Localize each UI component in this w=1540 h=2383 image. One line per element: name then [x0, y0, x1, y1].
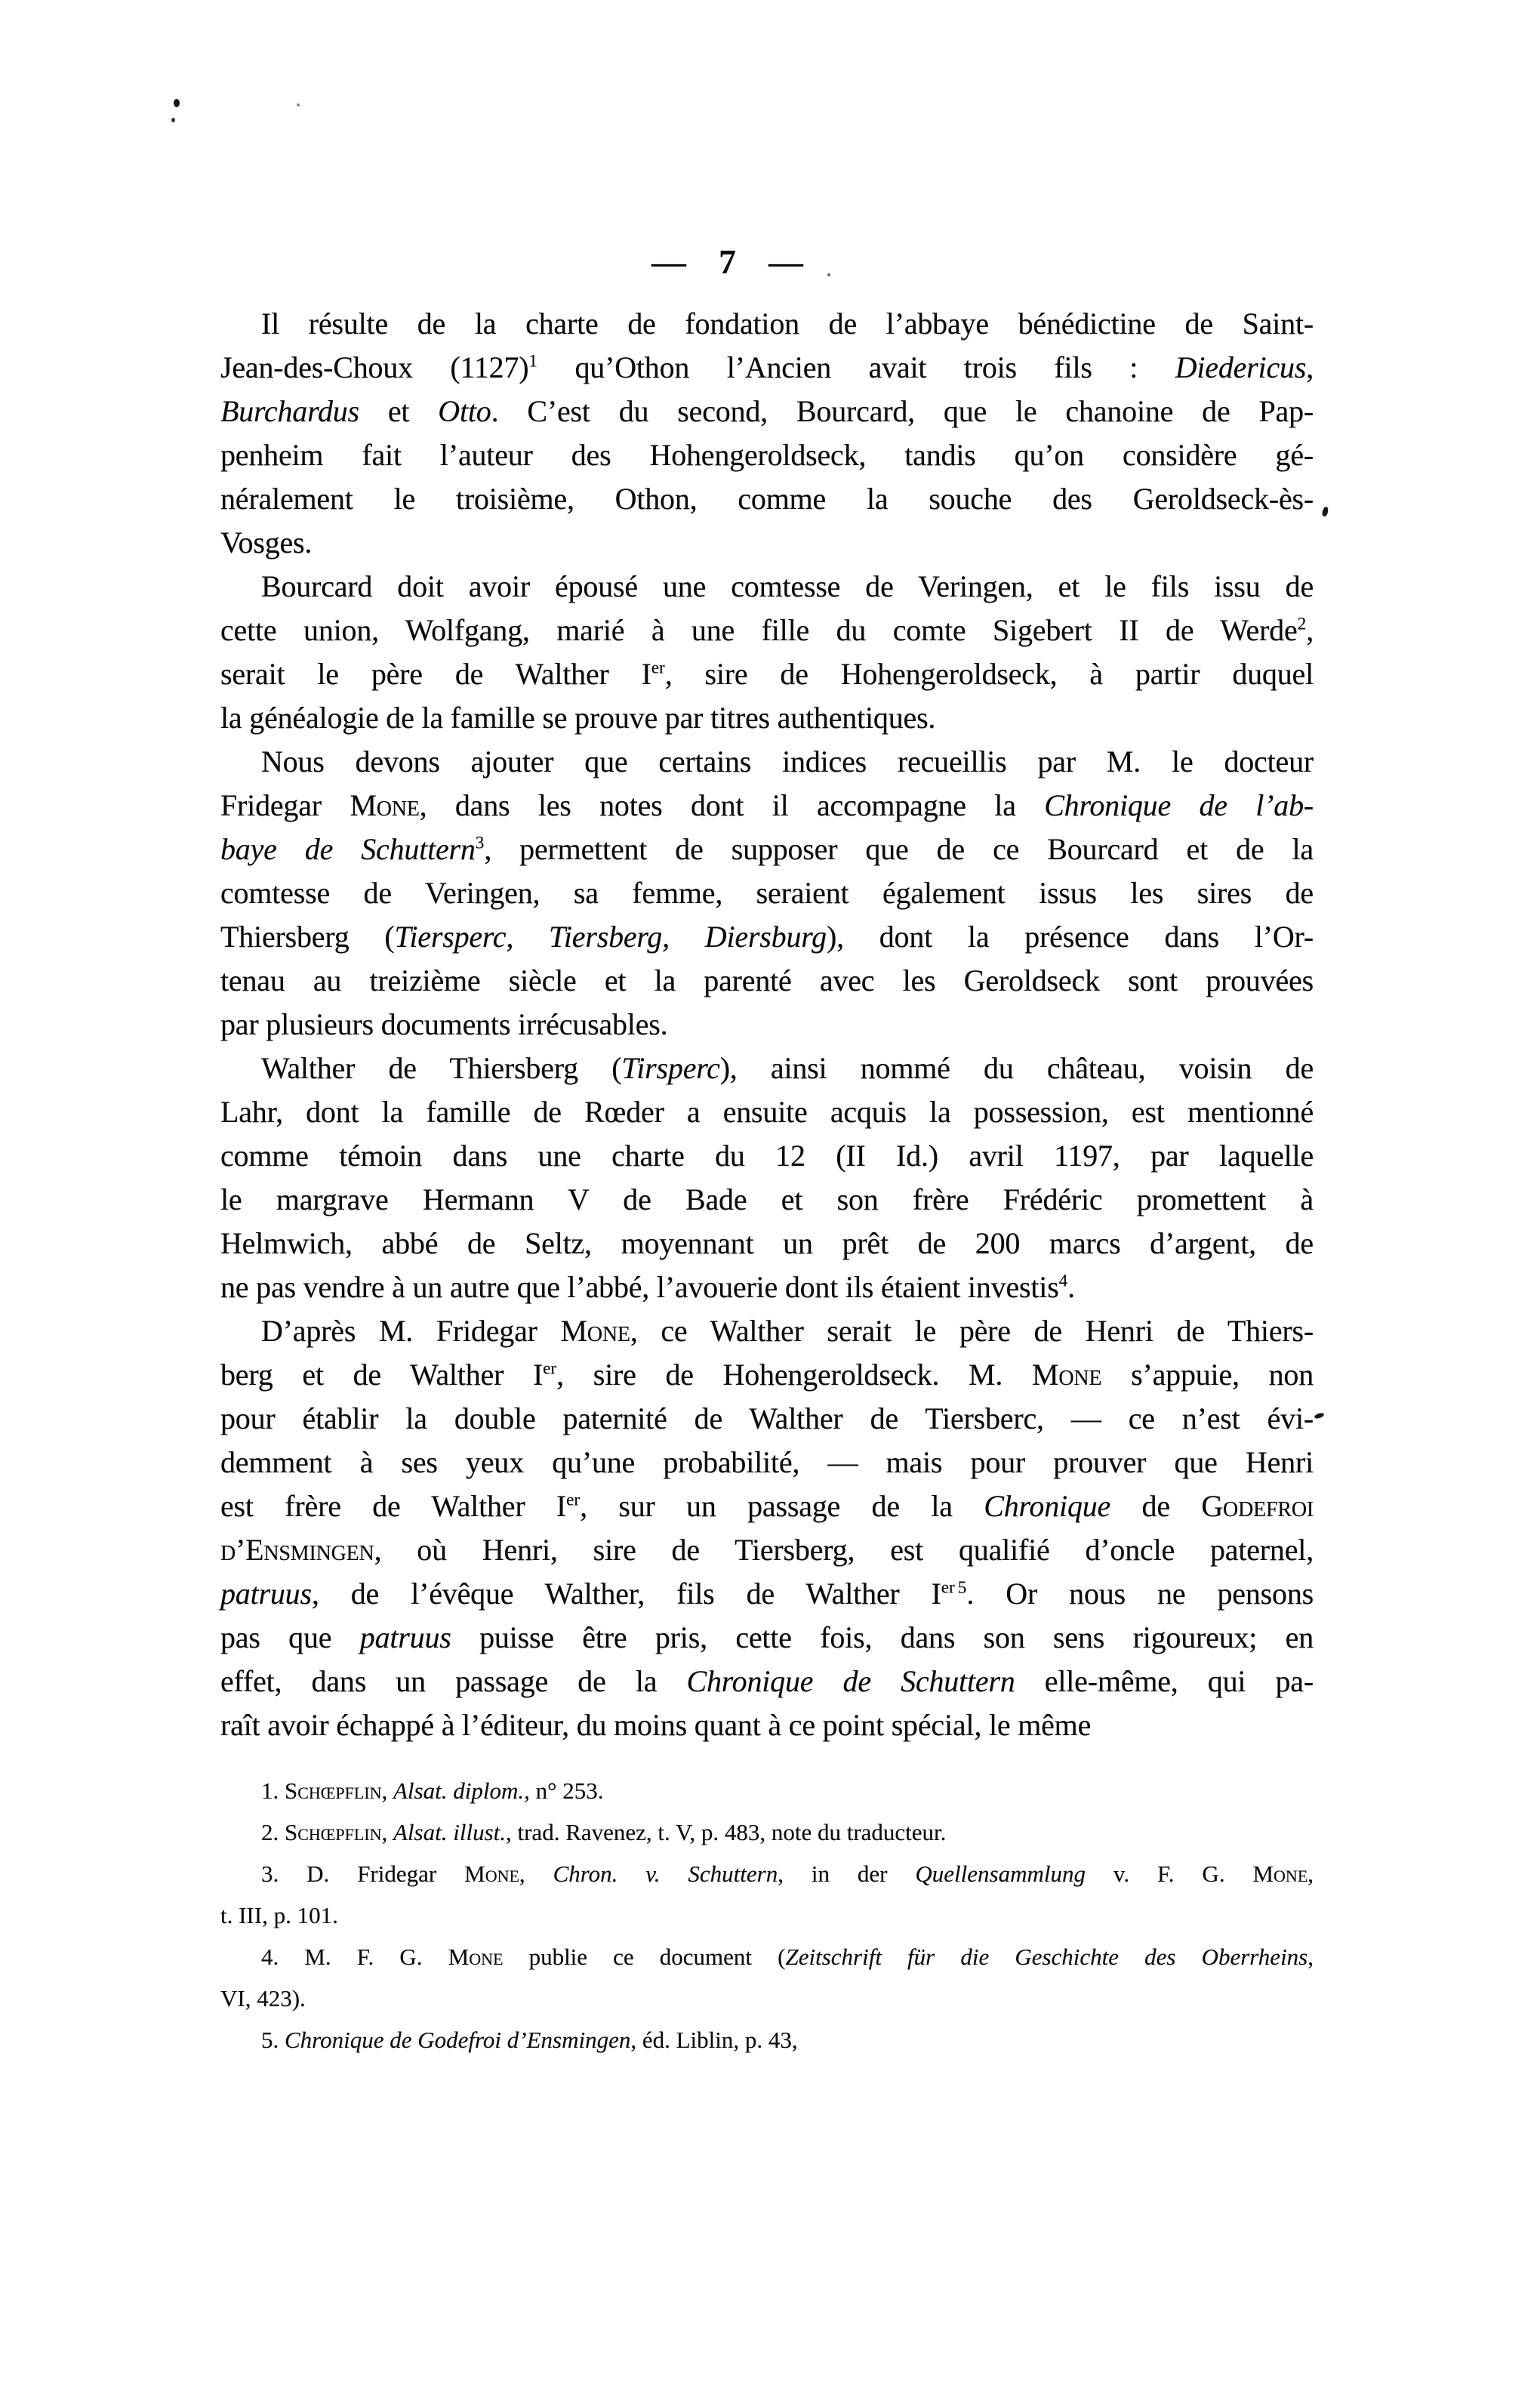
text-segment: D’après M. Fridegar [261, 1314, 561, 1348]
text-segment: publie ce document ( [503, 1944, 786, 1970]
text-segment: 3. D. Fridegar [261, 1860, 465, 1887]
text-segment: 2. [261, 1819, 285, 1845]
text-segment: er [651, 658, 665, 678]
text-segment: , trad. Ravenez, t. V, p. 483, note du traducteur. [506, 1819, 947, 1845]
text-line [220, 1894, 1314, 1936]
text-segment: , in der [778, 1860, 916, 1887]
text-segment: d’Ensmingen [220, 1533, 374, 1567]
text-segment: , sur un passage de la [580, 1489, 984, 1523]
text-segment: , [381, 1819, 393, 1845]
text-segment: t. III, p. 101. [220, 1902, 338, 1928]
text-segment: Mone [350, 788, 420, 822]
text-segment: er [566, 1490, 581, 1510]
text-segment: pour établir la double paternité de Walther de Tiersberc, — ce n’est évi- [220, 1401, 1314, 1435]
text-line [220, 1003, 1314, 1047]
text-segment: et [359, 394, 439, 428]
text-segment: Helmwich, abbé de Seltz, moyennant un prêt de 200 marcs d’argent, de [220, 1226, 1314, 1260]
text-segment: effet, dans un passage de la [220, 1664, 687, 1698]
text-segment: Schœpflin [285, 1777, 382, 1804]
text-segment: 4. M. F. G. [261, 1944, 448, 1970]
text-line [220, 959, 1314, 1003]
text-segment: VI, 423). [220, 1985, 306, 2012]
text-segment: 2 [1297, 614, 1307, 634]
text-segment: Chronique [984, 1489, 1111, 1523]
text-segment: Jean-des-Choux (1127) [220, 350, 529, 384]
text-segment: Chronique de Schuttern [686, 1664, 1015, 1698]
text-segment: 1 [528, 351, 537, 371]
text-line [220, 1441, 1314, 1484]
text-segment: Chron. v. Schuttern [553, 1860, 778, 1887]
text-segment: la généalogie de la famille se prouve par titres authentiques. [220, 701, 936, 735]
text-segment: raît avoir échappé à l’éditeur, du moins quant à ce point spécial, le même [220, 1708, 1092, 1742]
text-line [220, 1353, 1314, 1397]
text-segment: Tiersperc, Tiersberg, Diersburg [394, 920, 827, 954]
text-segment: Otto [438, 394, 491, 428]
text-line [220, 1178, 1314, 1222]
text-segment: Godefroi [1201, 1489, 1314, 1523]
text-segment: , sire de Hohengeroldseck, à partir duquel [664, 657, 1314, 691]
text-segment: Tirsperc [621, 1051, 720, 1085]
text-line [220, 1265, 1314, 1309]
text-line [220, 1936, 1314, 1978]
scan-speckle [171, 118, 175, 122]
scan-speckle [1314, 1412, 1324, 1420]
text-segment: 3 [475, 833, 485, 853]
text-segment: . Or nous ne pensons [966, 1577, 1314, 1611]
header-dash-right: — [768, 242, 804, 281]
text-segment: 5. [261, 2027, 285, 2053]
text-segment: Chronique de Godefroi d’Ensmingen [285, 2027, 631, 2053]
text-segment: Il résulte de la charte de fondation de l’abbaye bénédictine de Saint- [261, 307, 1314, 341]
text-line [220, 652, 1314, 696]
text-segment: Mone [1032, 1358, 1102, 1392]
text-segment: Lahr, dont la famille de Rœder a ensuite acquis la possession, est mentionné [220, 1095, 1314, 1129]
text-segment: , [1306, 613, 1314, 647]
text-segment: cette union, Wolfgang, marié à une fille du comte Sigebert II de Werde [220, 613, 1298, 647]
text-segment: elle-même, qui pa- [1015, 1664, 1314, 1698]
header-dash-left: — [651, 242, 687, 281]
text-line [220, 1572, 1314, 1616]
text-segment: er [543, 1358, 557, 1379]
text-segment: Quellensammlung [915, 1860, 1086, 1887]
text-segment: patruus [359, 1620, 451, 1654]
text-segment: 4 [1058, 1271, 1068, 1291]
text-segment: Diedericus [1175, 350, 1307, 384]
text-segment: berg et de Walther I [220, 1358, 544, 1392]
text-segment: baye de Schuttern [220, 832, 476, 866]
text-segment: Chronique de l’ab- [1044, 788, 1314, 822]
text-line [220, 1134, 1314, 1178]
text-line [220, 1811, 1314, 1853]
text-segment: par plusieurs documents irrécusables. [220, 1007, 668, 1041]
text-segment: comtesse de Veringen, sa femme, seraient également issus les sires de [220, 876, 1314, 910]
text-segment: , sire de Hohengeroldseck. M. [556, 1358, 1033, 1392]
text-line [220, 1090, 1314, 1134]
text-segment: , [1307, 1860, 1314, 1887]
text-segment: , ce Walther serait le père de Henri de Thiers- [630, 1314, 1314, 1348]
text-segment: Mone [1252, 1860, 1308, 1887]
text-line [220, 565, 1314, 609]
text-line [220, 390, 1314, 433]
text-segment: , où Henri, sire de Tiersberg, est qualifié d’oncle paternel, [374, 1533, 1314, 1567]
scan-speckle [1322, 506, 1329, 516]
text-line [220, 433, 1314, 477]
text-line [220, 1484, 1314, 1528]
text-line [220, 1309, 1314, 1353]
text-segment: Thiersberg ( [220, 920, 395, 954]
text-segment: patruus [220, 1577, 312, 1611]
text-segment: serait le père de Walther I [220, 657, 651, 691]
text-segment: Mone [448, 1944, 504, 1970]
scan-speckle [174, 99, 180, 107]
text-line [220, 1703, 1314, 1747]
text-segment: , [519, 1860, 553, 1887]
footnotes-section [220, 1770, 1314, 2061]
text-line [220, 784, 1314, 828]
text-segment: , éd. Liblin, p. 43, [630, 2027, 798, 2053]
text-segment: est frère de Walther I [220, 1489, 567, 1523]
text-line [220, 346, 1314, 390]
page-header [577, 242, 879, 282]
text-segment: ), dont la présence dans l’Or- [826, 920, 1314, 954]
text-segment: , dans les notes dont il accompagne la [419, 788, 1045, 822]
text-segment: Nous devons ajouter que certains indices recueillis par M. le docteur [261, 744, 1314, 778]
text-segment: néralement le troisième, Othon, comme la souche des Geroldseck-ès- [220, 482, 1314, 516]
text-line [220, 302, 1314, 346]
text-segment: . C’est du second, Bourcard, que le chanoine de Pap- [491, 394, 1314, 428]
text-line [220, 1770, 1314, 1811]
text-line [220, 477, 1314, 521]
text-segment: puisse être pris, cette fois, dans son sens rigoureux; en [451, 1620, 1314, 1654]
text-segment: ne pas vendre à un autre que l’abbé, l’avouerie dont ils étaient investis [220, 1270, 1059, 1304]
text-line [220, 915, 1314, 959]
body-text [220, 302, 1314, 1747]
text-line [220, 1853, 1314, 1894]
text-segment: 5 [957, 1577, 967, 1598]
text-segment: er [941, 1577, 955, 1598]
text-line [220, 1222, 1314, 1265]
text-line [220, 740, 1314, 784]
text-segment: Schœpflin [285, 1819, 382, 1845]
text-segment: Burchardus [220, 394, 359, 428]
text-line [220, 521, 1314, 565]
text-segment: tenau au treizième siècle et la parenté avec les Geroldseck sont prouvées [220, 963, 1314, 997]
text-segment: demment à ses yeux qu’une probabilité, — mais pour prouver que Henri [220, 1445, 1314, 1479]
text-line [220, 828, 1314, 871]
text-line [220, 1397, 1314, 1441]
text-line [220, 2019, 1314, 2061]
text-line [220, 1978, 1314, 2019]
text-segment: le margrave Hermann V de Bade et son frère Frédéric promettent à [220, 1182, 1314, 1216]
text-segment: , permettent de supposer que de ce Bourcard et de la [484, 832, 1314, 866]
text-segment: qu’Othon l’Ancien avait trois fils : [537, 350, 1175, 384]
text-segment: Zeitschrift für die Geschichte des Oberrheins [785, 1944, 1308, 1970]
text-segment: Walther de Thiersberg ( [261, 1051, 622, 1085]
text-segment: Alsat. diplom. [393, 1777, 525, 1804]
text-segment: Mone [560, 1314, 630, 1348]
text-segment: v. F. G. [1085, 1860, 1253, 1887]
text-line [220, 609, 1314, 652]
text-segment: , [1306, 350, 1314, 384]
text-segment: pas que [220, 1620, 360, 1654]
text-segment: , [1307, 1944, 1314, 1970]
text-line [220, 1660, 1314, 1703]
text-segment: Fridegar [220, 788, 350, 822]
text-segment: , de l’évêque Walther, fils de Walther I [311, 1577, 941, 1611]
text-segment: Alsat. illust. [393, 1819, 506, 1845]
text-segment: , n° 253. [524, 1777, 604, 1804]
text-segment: 1. [261, 1777, 285, 1804]
text-line [220, 871, 1314, 915]
text-segment: Mone [464, 1860, 519, 1887]
text-segment: , [381, 1777, 393, 1804]
text-segment: ), ainsi nommé du château, voisin de [719, 1051, 1314, 1085]
scan-speckle [297, 103, 300, 106]
text-segment: . [1067, 1270, 1075, 1304]
text-line [220, 696, 1314, 740]
text-segment: comme témoin dans une charte du 12 (II Id.) avril 1197, par laquelle [220, 1139, 1314, 1173]
text-segment: Vosges. [220, 526, 313, 560]
text-line [220, 1616, 1314, 1660]
text-segment: s’appuie, non [1101, 1358, 1314, 1392]
text-line [220, 1528, 1314, 1572]
page-number: 7 [719, 242, 737, 281]
text-segment: de [1110, 1489, 1202, 1523]
text-segment: penheim fait l’auteur des Hohengeroldseck, tandis qu’on considère gé- [220, 438, 1314, 472]
text-segment: Bourcard doit avoir épousé une comtesse de Veringen, et le fils issu de [261, 569, 1314, 603]
text-line [220, 1047, 1314, 1090]
